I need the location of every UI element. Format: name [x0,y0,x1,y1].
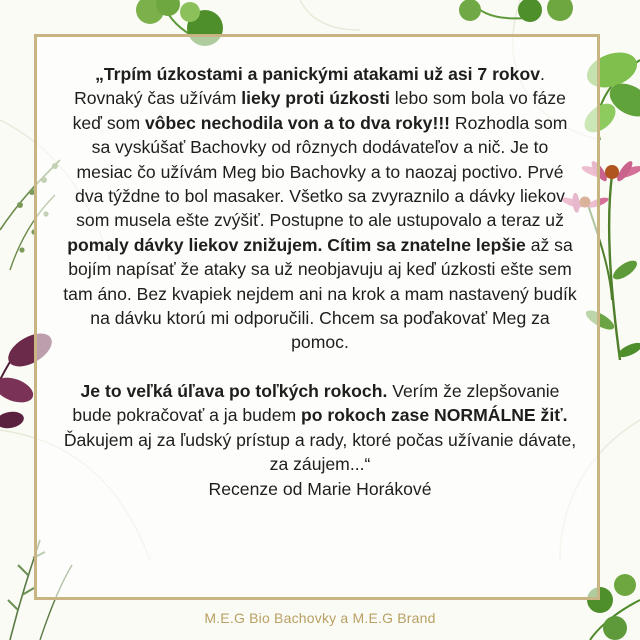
testimonial-paragraph-2 [62,379,578,501]
bold-segment: „Trpím úzkostami a panickými atakami už asi 7 rokov [95,64,540,84]
text-segment: Rozhodla som sa vyskúšať Bachovky od rôznych dodávateľov a nič. Je to mesiac čo užívám Meg bio Bachovky a to naozaj poctivo. Prvé dva týždne to bol masaker. Všetko sa zvyraznilo a dávky liekov som musela ešte zvýšiť. Postupne to ale ustupovalo a teraz už [75,112,568,231]
bold-segment: po rokoch zase NORMÁLNE žiť. [301,405,568,426]
bold-segment: lieky proti úzkosti [241,88,390,109]
testimonial-text [62,62,578,501]
testimonial-signature: Recenze od Marie Horákové [208,478,432,499]
text-segment: lebo som bola vo fáze keď som [72,88,566,133]
bold-segment: Je to veľká úľava po toľkých rokoch. [80,380,388,401]
text-segment: . Rovnaký čas užívám [74,64,545,109]
testimonial-paragraph-2-body [64,381,576,474]
text-segment: Ďakujem aj za ľudský prístup a rady, ktoré počas užívanie dávate, za záujem...“ [63,429,577,475]
text-segment: Verím že zlepšovanie bude pokračovať a ja budem [72,380,560,426]
testimonial-paragraph-1 [62,62,578,355]
brand-footer: M.E.G Bio Bachovky a M.E.G Brand [204,610,436,626]
bold-segment: pomaly dávky liekov znižujem. Cítim sa znatelne lepšie [67,234,526,255]
text-segment: až sa bojím napísať že ataky sa už neobjavuju aj keď úzkosti ešte sem tam áno. Bez kvapiek nejdem ani na krok a mam nastavený budík na dávku ktorú mi odporučili. Chcem sa poďakovať Meg za pomoc. [63,234,577,353]
bold-segment: vôbec nechodila von a to dva roky!!! [145,112,451,133]
